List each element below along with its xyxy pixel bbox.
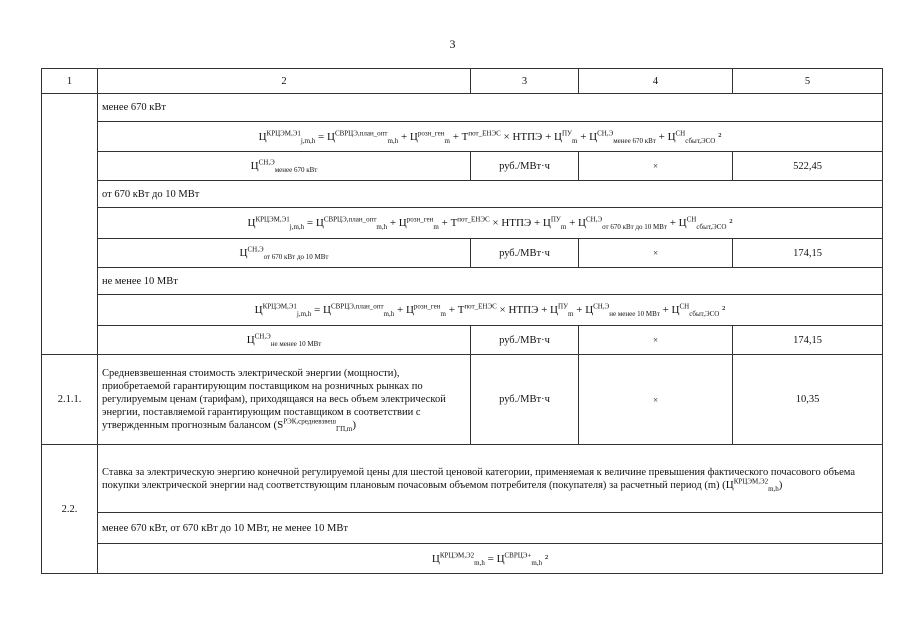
row-description [98,355,471,445]
row-number: 2.1.1. [42,355,98,445]
table-row [42,152,883,181]
description-text: Средневзвешенная стоимость электрической энергии (мощности), приобретаемой гарантирующим поставщиком на розничных рынках по регулируемым ценам (тарифам), приходящаяся на весь объем электрической энергии, поставляемой гарантирующим поставщиком в соответствии с утвержденным прогнозным балансом [102,368,446,431]
section-number-cell [42,94,98,355]
table-row [42,355,883,445]
tariff-table [41,68,883,574]
table-row [42,122,883,152]
table-row [42,239,883,268]
description-symbol: $(Ц^{КРЦЭМ,Э2}_{m,h})$ [722,476,783,493]
header-col-1: 1 [42,69,98,94]
cross-cell: × [579,326,733,355]
unit-cell: руб./МВт·ч [471,239,579,268]
header-col-2: 2 [98,69,471,94]
table-row [42,268,883,295]
item-symbol: $Ц^{СН,Э}_{не менее 10 МВт}$ [98,326,471,355]
value-cell: 174,15 [733,326,883,355]
header-col-5: 5 [733,69,883,94]
category-label-ge10: не менее 10 МВт [98,268,883,295]
table-row [42,208,883,239]
category-label-lt670: менее 670 кВт [98,94,883,122]
table-row [42,326,883,355]
header-col-3: 3 [471,69,579,94]
table-header-row [42,69,883,94]
cross-cell: × [579,355,733,445]
cross-cell: × [579,152,733,181]
item-symbol: $Ц^{СН,Э}_{менее 670 кВт}$ [98,152,471,181]
value-cell: 174,15 [733,239,883,268]
table-row [42,295,883,326]
row-description [98,445,883,513]
unit-cell: руб./МВт·ч [471,326,579,355]
formula-lt670: $Ц^{КРЦЭМ,Э1}_{j,m,h} = Ц^{СВРЦЭ,план\_опт}_{m,h} + Ц^{розн\_ген}_m + Т^{пот\_ЕНЭС}$ × НТПЭ + $Ц^{ПУ}_m + Ц^{СН,Э}_{менее 670 кВт} + Ц^{СН}_{сбыт,ЭСО}$ ² [98,122,883,152]
formula-670-10: $Ц^{КРЦЭМ,Э1}_{j,m,h} = Ц^{СВРЦЭ,план\_опт}_{m,h} + Ц^{розн\_ген}_m + Т^{пот\_ЕНЭС}$ × НТПЭ + $Ц^{ПУ}_m + Ц^{СН,Э}_{от 670 кВт до 10 МВт} + Ц^{СН}_{сбыт,ЭСО}$ ² [98,208,883,239]
table-row [42,513,883,544]
item-symbol: $Ц^{СН,Э}_{от 670 кВт до 10 МВт}$ [98,239,471,268]
table-row [42,445,883,513]
unit-cell: руб./МВт·ч [471,355,579,445]
page-number: 3 [449,37,456,51]
value-cell: 10,35 [733,355,883,445]
category-label-all: менее 670 кВт, от 670 кВт до 10 МВт, не менее 10 МВт [98,513,883,544]
table-row [42,181,883,208]
description-symbol: $(S^{РЭК,средневзвеш}_{ГП,m})$ [273,417,357,434]
table-row [42,94,883,122]
cross-cell: × [579,239,733,268]
description-text: Ставка за электрическую энергию конечной регулируемой цены для шестой ценовой категории, применяемая к величине превышения фактического почасового объема покупки электрической энергии над соответствующим плановым почасовым объемом потребителя (покупателя) за расчетный период (m) [102,466,855,491]
header-col-4: 4 [579,69,733,94]
category-label-670-10: от 670 кВт до 10 МВт [98,181,883,208]
formula-ge10: $Ц^{КРЦЭМ,Э1}_{j,m,h} = Ц^{СВРЦЭ,план\_опт}_{m,h} + Ц^{розн\_ген}_m + Т^{пот\_ЕНЭС}$ × НТПЭ + $Ц^{ПУ}_m + Ц^{СН,Э}_{не менее 10 МВт} + Ц^{СН}_{сбыт,ЭСО}$ ² [98,295,883,326]
unit-cell: руб./МВт·ч [471,152,579,181]
formula-e2: $Ц^{КРЦЭМ,Э2}_{m,h} = Ц^{СВРЦЭ+}_{m,h}$ ² [98,544,883,574]
table-row [42,544,883,574]
value-cell: 522,45 [733,152,883,181]
row-number: 2.2. [42,445,98,574]
